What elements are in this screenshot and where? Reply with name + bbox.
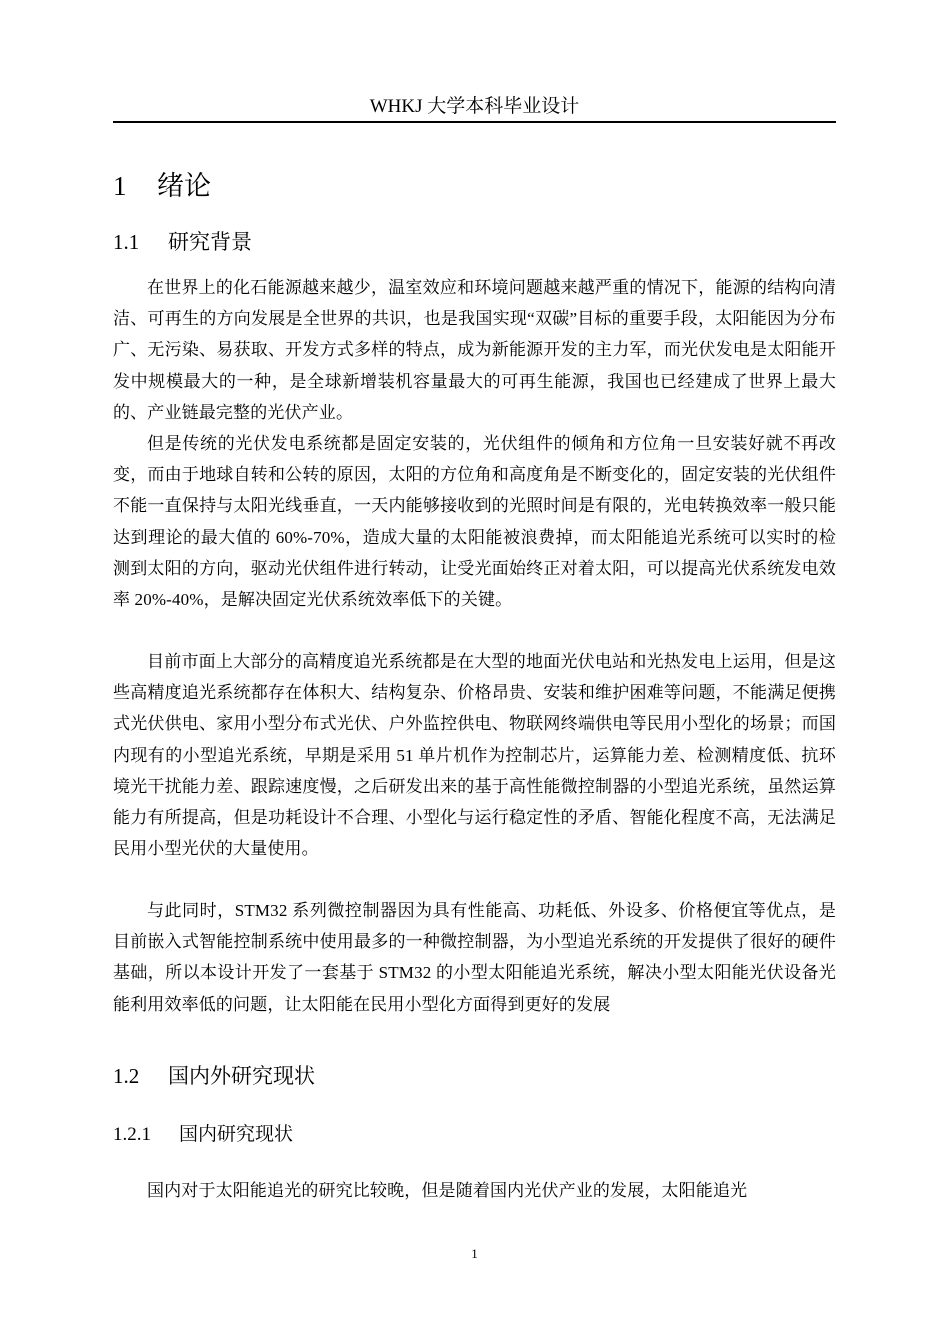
section-title: 研究背景: [168, 230, 252, 254]
header-rule: [113, 121, 836, 123]
subsection-number: 1.2.1: [113, 1124, 151, 1145]
section-heading-1-1: [113, 226, 252, 258]
section-number: 1.2: [113, 1064, 140, 1088]
body-paragraph-3: 目前市面上大部分的高精度追光系统都是在大型的地面光伏电站和光热发电上运用，但是这些高精度追光系统都存在体积大、结构复杂、价格昂贵、安装和维护困难等问题，不能满足便携式光伏供电、家用小型分布式光伏、户外监控供电、物联网终端供电等民用小型化的场景；而国内现有的小型追光系统，早期是采用 51 单片机作为控制芯片，运算能力差、检测精度低、抗环境光干扰能力差、跟踪速度慢，之后研发出来的基于高性能微控制器的小型追光系统，虽然运算能力有所提高，但是功耗设计不合理、小型化与运行稳定性的矛盾、智能化程度不高，无法满足民用小型光伏的大量使用。: [113, 652, 836, 859]
section-title: 国内外研究现状: [168, 1064, 315, 1088]
body-paragraph-5: 国内对于太阳能追光的研究比较晚，但是随着国内光伏产业的发展，太阳能追光: [147, 1181, 748, 1200]
chapter-title: 绪论: [157, 171, 211, 202]
subsection-heading-1-2-1: [113, 1119, 293, 1150]
body-paragraph-4: 与此同时，STM32 系列微控制器因为具有性能高、功耗低、外设多、价格便宜等优点，是目前嵌入式智能控制系统中使用最多的一种微控制器，为小型追光系统的开发提供了很好的硬件基础，所以本设计开发了一套基于 STM32 的小型太阳能追光系统，解决小型太阳能光伏设备光能利用效率低的问题，让太阳能在民用小型化方面得到更好的发展: [113, 901, 836, 1014]
subsection-title: 国内研究现状: [179, 1123, 294, 1145]
chapter-heading: [113, 166, 211, 207]
section-number: 1.1: [113, 230, 140, 254]
section-heading-1-2: [113, 1060, 315, 1092]
body-paragraph-2: 但是传统的光伏发电系统都是固定安装的，光伏组件的倾角和方位角一旦安装好就不再改变，而由于地球自转和公转的原因，太阳的方位角和高度角是不断变化的，固定安装的光伏组件不能一直保持与太阳光线垂直，一天内能够接收到的光照时间是有限的，光电转换效率一般只能达到理论的最大值的 60%-70%，造成大量的太阳能被浪费掉，而太阳能追光系统可以实时的检测到太阳的方向，驱动光伏组件进行转动，让受光面始终正对着太阳，可以提高光伏系统发电效率 20%-40%，是解决固定光伏系统效率低下的关键。: [113, 434, 836, 610]
chapter-number: 1: [113, 171, 127, 201]
running-header: WHKJ 大学本科毕业设计: [369, 96, 580, 117]
page-number: 1: [471, 1246, 478, 1261]
body-paragraph-1: 在世界上的化石能源越来越少，温室效应和环境问题越来越严重的情况下，能源的结构向清洁、可再生的方向发展是全世界的共识，也是我国实现“双碳”目标的重要手段，太阳能因为分布广、无污染、易获取、开发方式多样的特点，成为新能源开发的主力军，而光伏发电是太阳能开发中规模最大的一种，是全球新增装机容量最大的可再生能源，我国也已经建成了世界上最大的、产业链最完整的光伏产业。: [113, 278, 836, 422]
